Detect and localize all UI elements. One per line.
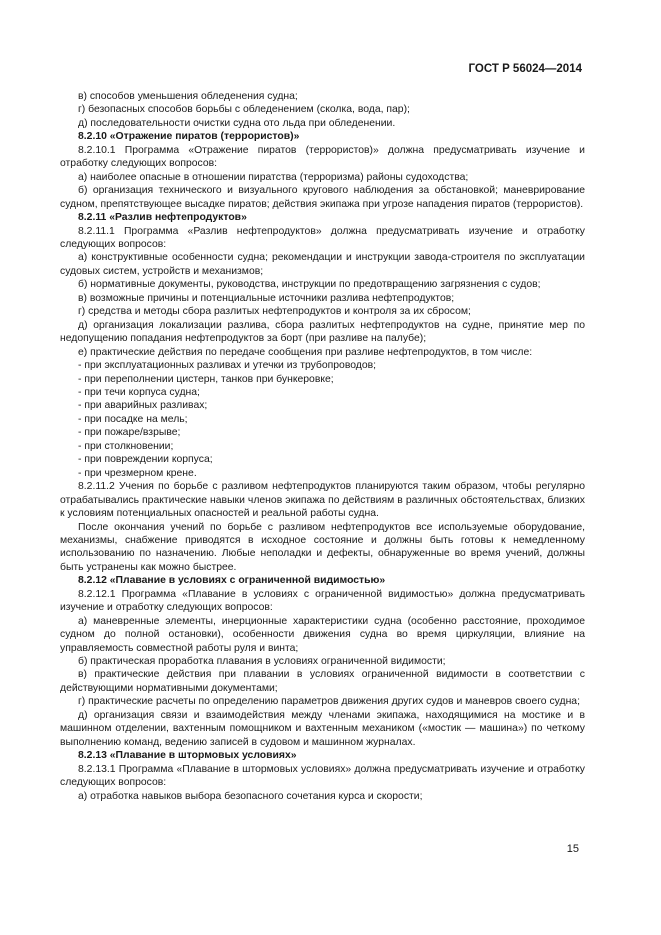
paragraph: 8.2.11.2 Учения по борьбе с разливом нефтепродуктов планируются таким образом, чтобы регулярно отрабатывались практические навыки членов экипажа по действиям в различных обстоятельствах, близких к условиям потенциальных опасностей и реальной работы судна. xyxy=(60,481,585,520)
dash-list-item: - при повреждении корпуса; xyxy=(78,454,213,466)
paragraph: д) последовательности очистки судна ото льда при обледенении. xyxy=(78,117,396,129)
dash-list-item: - при пожаре/взрыве; xyxy=(78,427,181,439)
document-body xyxy=(60,90,585,803)
paragraph: а) конструктивные особенности судна; рекомендации и инструкции завода-строителя по эксплуатации судовых систем, устройств и механизмов; xyxy=(60,252,585,277)
dash-list-item: - при аварийных разливах; xyxy=(78,400,208,412)
paragraph: б) нормативные документы, руководства, инструкции по предотвращению загрязнения с судов; xyxy=(78,279,541,291)
dash-list-item: - при эксплуатационных разливах и утечки из трубопроводов; xyxy=(78,360,377,372)
dash-list-item: - при столкновении; xyxy=(78,440,174,452)
paragraph: г) практические расчеты по определению параметров движения других судов и маневров своего судна; xyxy=(78,696,580,708)
paragraph: в) способов уменьшения обледенения судна; xyxy=(78,91,298,102)
paragraph: е) практические действия по передаче сообщения при разливе нефтепродуктов, в том числе: xyxy=(78,346,533,358)
paragraph: г) средства и методы сбора разлитых нефтепродуктов и контроля за их сбросом; xyxy=(78,306,471,318)
dash-list-item: - при переполнении цистерн, танков при бункеровке; xyxy=(78,373,334,385)
paragraph: а) наиболее опасные в отношении пиратства (терроризма) районы судоходства; xyxy=(78,171,469,183)
section-heading: 8.2.12 «Плавание в условиях с ограниченной видимостью» xyxy=(78,575,386,587)
paragraph: б) практическая проработка плавания в условиях ограниченной видимости; xyxy=(78,656,446,668)
paragraph: д) организация локализации разлива, сбора разлитых нефтепродуктов на судне, принятие мер по недопущению попадания нефтепродуктов за борт (при разливе на палубе); xyxy=(60,319,585,345)
paragraph: 8.2.10.1 Программа «Отражение пиратов (террористов)» должна предусматривать изучение и отработку следующих вопросов: xyxy=(60,144,585,170)
paragraph: 8.2.11.1 Программа «Разлив нефтепродуктов» должна предусматривать изучение и отработку следующих вопросов: xyxy=(60,225,585,250)
document-header: ГОСТ Р 56024—2014 xyxy=(468,63,582,75)
dash-list-item: - при течи корпуса судна; xyxy=(78,386,200,398)
paragraph: в) практические действия при плавании в условиях ограниченной видимости в соответствии с действующими нормативными документами; xyxy=(60,669,585,694)
paragraph: г) безопасных способов борьбы с обледенением (сколка, вода, пар); xyxy=(78,104,410,116)
paragraph: 8.2.13.1 Программа «Плавание в штормовых условиях» должна предусматривать изучение и отработку следующих вопросов: xyxy=(60,763,585,789)
paragraph: а) маневренные элементы, инерционные характеристики судна (особенно расстояние, проходимое судном до полной остановки), особенности движения судна во время циркуляции, влияние на управляемость совместной работы руля и винта; xyxy=(60,615,585,654)
section-heading: 8.2.13 «Плавание в штормовых условиях» xyxy=(78,750,297,762)
paragraph: в) возможные причины и потенциальные источники разлива нефтепродуктов; xyxy=(78,292,455,304)
section-heading: 8.2.11 «Разлив нефтепродуктов» xyxy=(78,212,247,224)
paragraph: б) организация технического и визуального кругового наблюдения за обстановкой; маневрирование судном, препятствующее высадке пиратов; действия экипажа при угрозе нападения пиратов (террористов). xyxy=(60,185,585,210)
paragraph: а) отработка навыков выбора безопасного сочетания курса и скорости; xyxy=(78,790,423,802)
paragraph: После окончания учений по борьбе с разливом нефтепродуктов все используемые оборудование, механизмы, снабжение приводятся в исходное состояние и должны быть готовы к немедленному использованию по назначению. Любые неполадки и дефекты, обнаруженные во время учений, должны быть устранены как можно быстрее. xyxy=(60,521,585,573)
page-number: 15 xyxy=(566,843,579,855)
dash-list-item: - при посадке на мель; xyxy=(78,413,188,425)
dash-list-item: - при чрезмерном крене. xyxy=(78,467,197,479)
section-heading: 8.2.10 «Отражение пиратов (террористов)» xyxy=(78,131,300,143)
paragraph: д) организация связи и взаимодействия между членами экипажа, находящимися на мостике и в машинном отделении, вахтенным помощником и вахтенным механиком («мостик — машина») по четкому выполнению команд, ведению записей в судовом и машинном журналах. xyxy=(60,709,585,748)
paragraph: 8.2.12.1 Программа «Плавание в условиях с ограниченной видимостью» должна предусматривать изучение и отработку следующих вопросов: xyxy=(60,588,585,614)
